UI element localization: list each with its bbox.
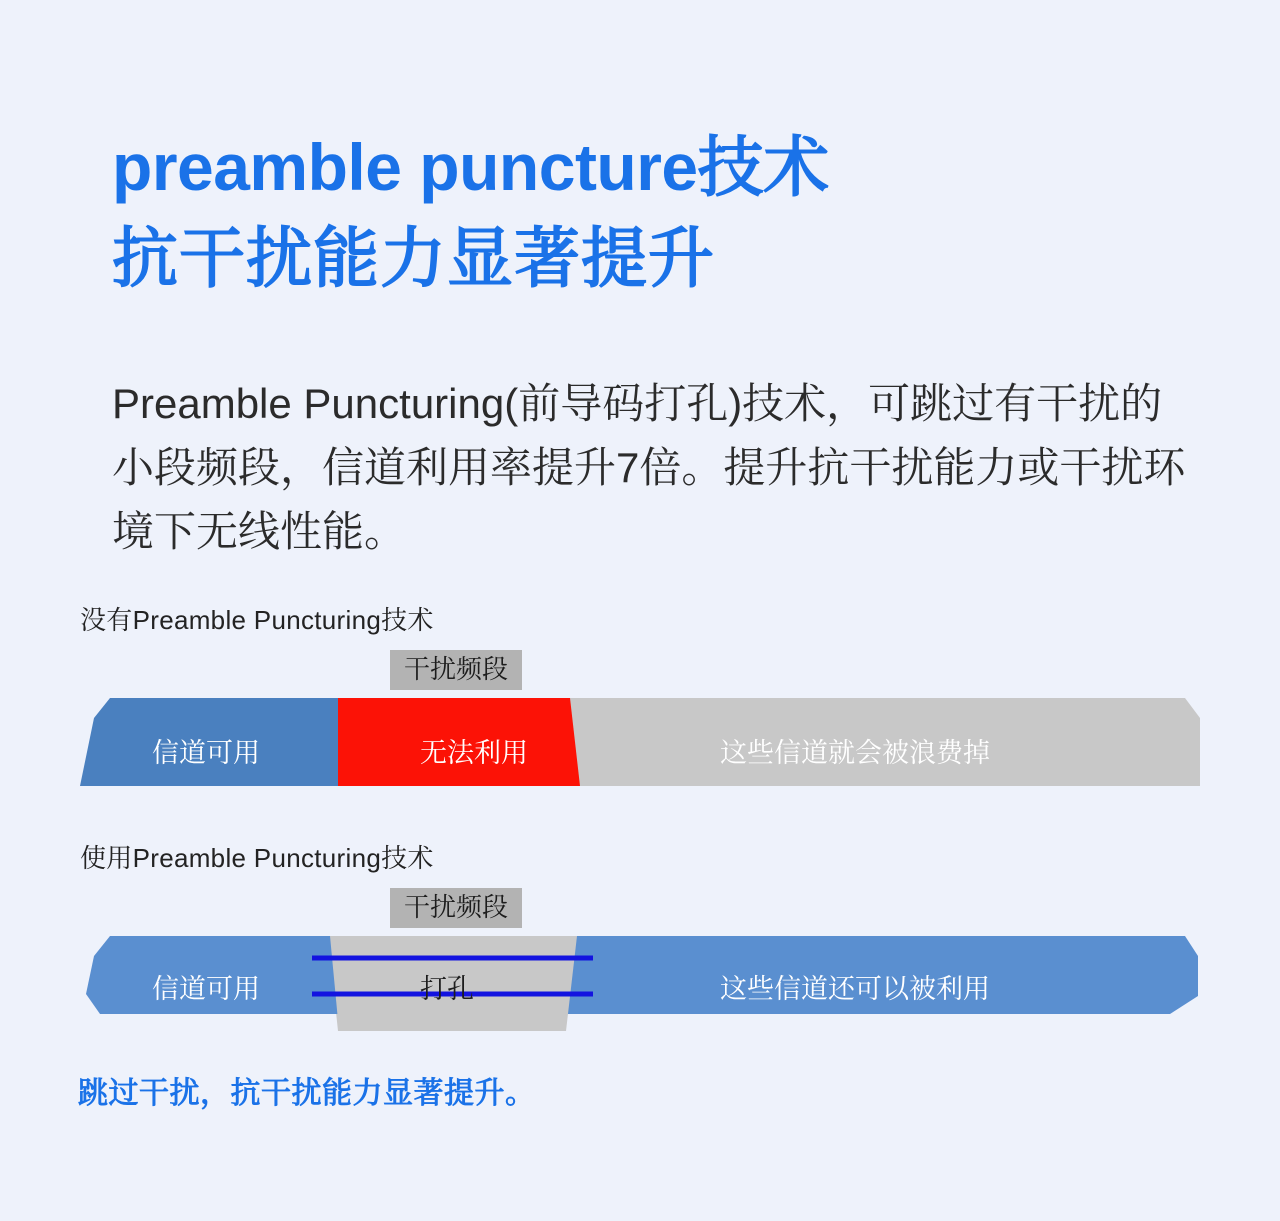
interference-tag-with: 干扰频段 [390,888,522,928]
section-with-label: 使用Preamble Puncturing技术 [80,843,434,873]
diagram-section-without [80,600,1200,768]
interference-tag-without: 干扰频段 [390,650,522,690]
band-with-usable-label: 这些信道还可以被利用 [720,974,990,1004]
band-without-available-label: 信道可用 [152,738,260,768]
page-title-line-1: preamble puncture技术 [112,130,829,205]
footnote-text: 跳过干扰，抗干扰能力显著提升。 [78,1077,536,1110]
band-without-unusable-label: 无法利用 [420,738,528,768]
page-title [112,122,1172,304]
band-without-wasted-label: 这些信道就会被浪费掉 [720,738,990,768]
description-paragraph: Preamble Puncturing(前导码打孔)技术，可跳过有干扰的小段频段，信道利用率提升7倍。提升抗干扰能力或干扰环境下无线性能。 [112,380,1186,555]
diagram-section-with [80,838,1200,1004]
section-without-label: 没有Preamble Puncturing技术 [80,605,434,635]
band-with-available-label: 信道可用 [152,974,260,1004]
band-with-punctured-label: 打孔 [420,974,474,1004]
page-title-line-2: 抗干扰能力显著提升 [112,221,715,296]
